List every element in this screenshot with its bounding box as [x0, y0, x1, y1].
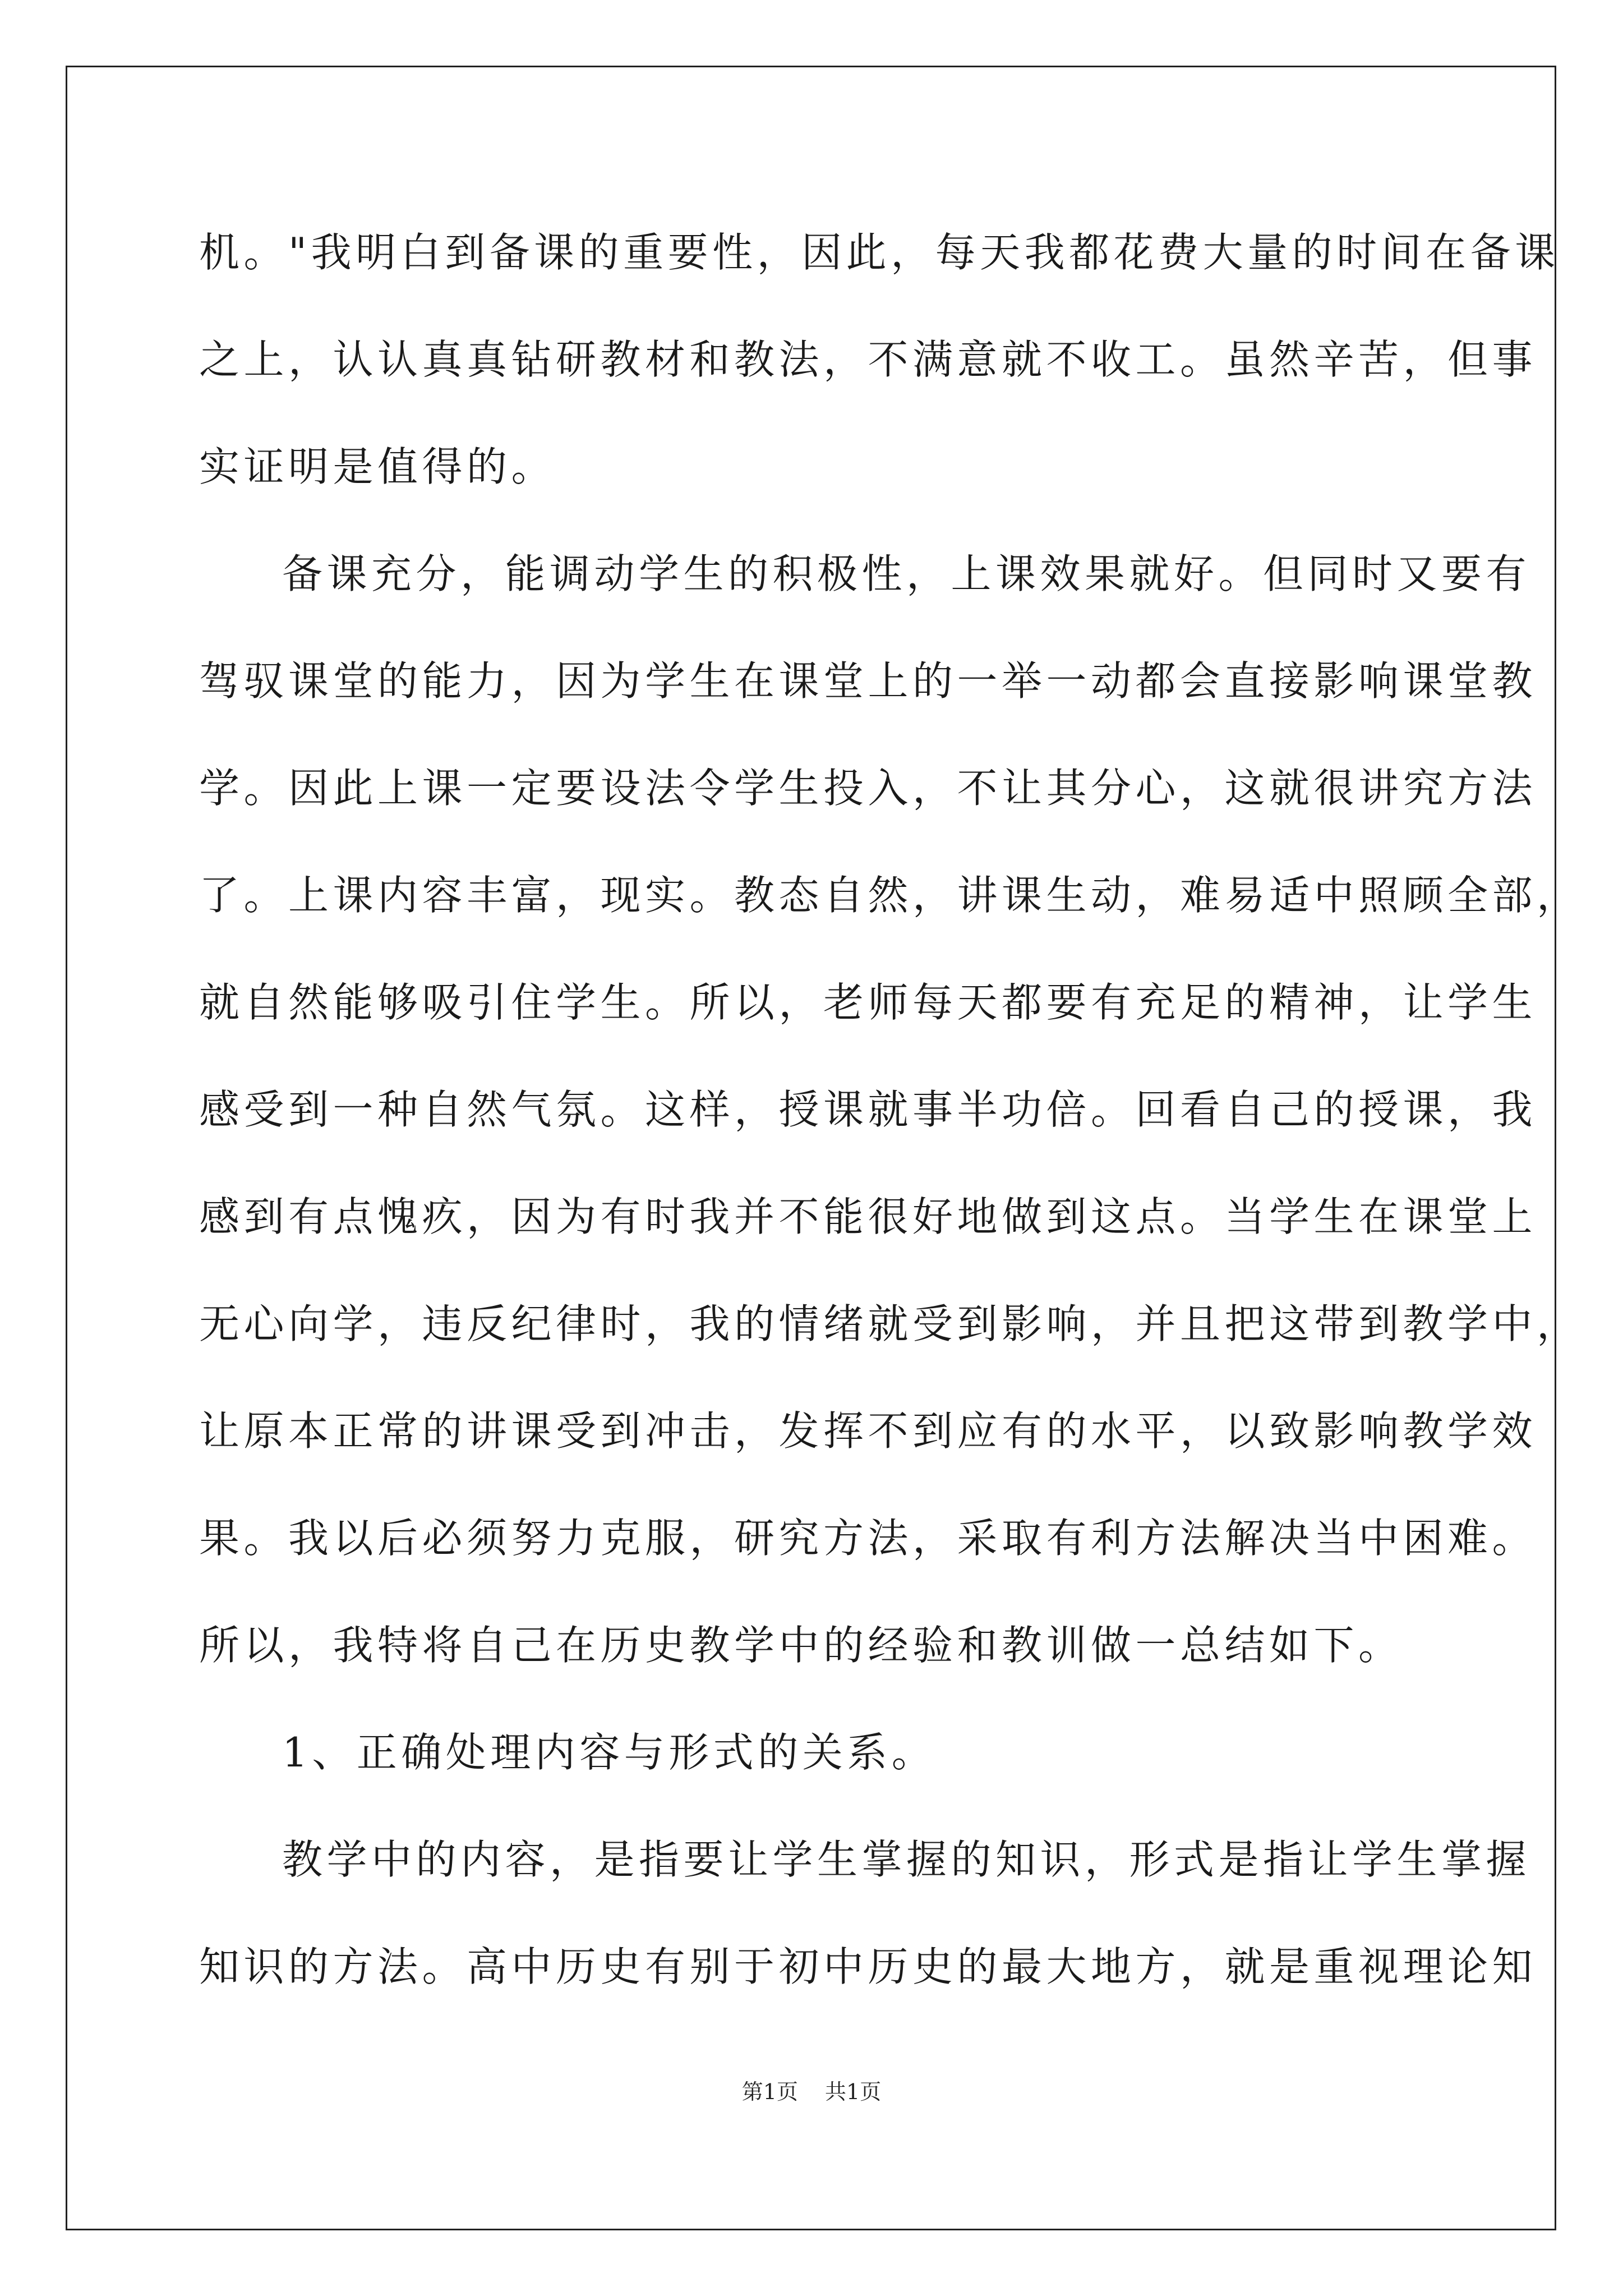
paragraph-start-line: 备课充分，能调动学生的积极性，上课效果就好。但同时又要有: [282, 550, 1531, 597]
text-line: 感受到一种自然气氛。这样，授课就事半功倍。回看自己的授课，我: [199, 1086, 1537, 1133]
text-line: 无心向学，违反纪律时，我的情绪就受到影响，并且把这带到教学中，: [199, 1300, 1581, 1347]
text-line: 机。"我明白到备课的重要性，因此，每天我都花费大量的时间在备课: [199, 229, 1560, 276]
text-line: 所以，我特将自己在历史教学中的经验和教训做一总结如下。: [199, 1622, 1403, 1669]
text-line: 果。我以后必须努力克服，研究方法，采取有利方法解决当中困难。: [199, 1515, 1537, 1562]
section-heading: 1、正确处理内容与形式的关系。: [282, 1729, 937, 1776]
text-line: 学。因此上课一定要设法令学生投入，不让其分心，这就很讲究方法: [199, 765, 1537, 812]
text-line: 让原本正常的讲课受到冲击，发挥不到应有的水平，以致影响教学效: [199, 1407, 1537, 1455]
page-total: 共1页: [825, 2079, 882, 2104]
document-body: [199, 216, 1581, 2037]
text-line: 就自然能够吸引住学生。所以，老师每天都要有充足的精神，让学生: [199, 979, 1537, 1026]
text-line: 驾驭课堂的能力，因为学生在课堂上的一举一动都会直接影响课堂教: [199, 657, 1537, 705]
paragraph-start-line: 教学中的内容，是指要让学生掌握的知识，形式是指让学生掌握: [282, 1836, 1531, 1883]
text-line: 知识的方法。高中历史有别于初中历史的最大地方，就是重视理论知: [199, 1943, 1537, 1990]
text-line: 之上，认认真真钻研教材和教法，不满意就不收工。虽然辛苦，但事: [199, 336, 1537, 383]
page-number: 第1页: [741, 2079, 798, 2104]
text-line: 感到有点愧疚，因为有时我并不能很好地做到这点。当学生在课堂上: [199, 1193, 1537, 1240]
text-line: 了。上课内容丰富，现实。教态自然，讲课生动，难易适中照顾全部，: [199, 872, 1581, 919]
page-footer: [0, 2078, 1623, 2106]
text-line: 实证明是值得的。: [199, 443, 556, 490]
